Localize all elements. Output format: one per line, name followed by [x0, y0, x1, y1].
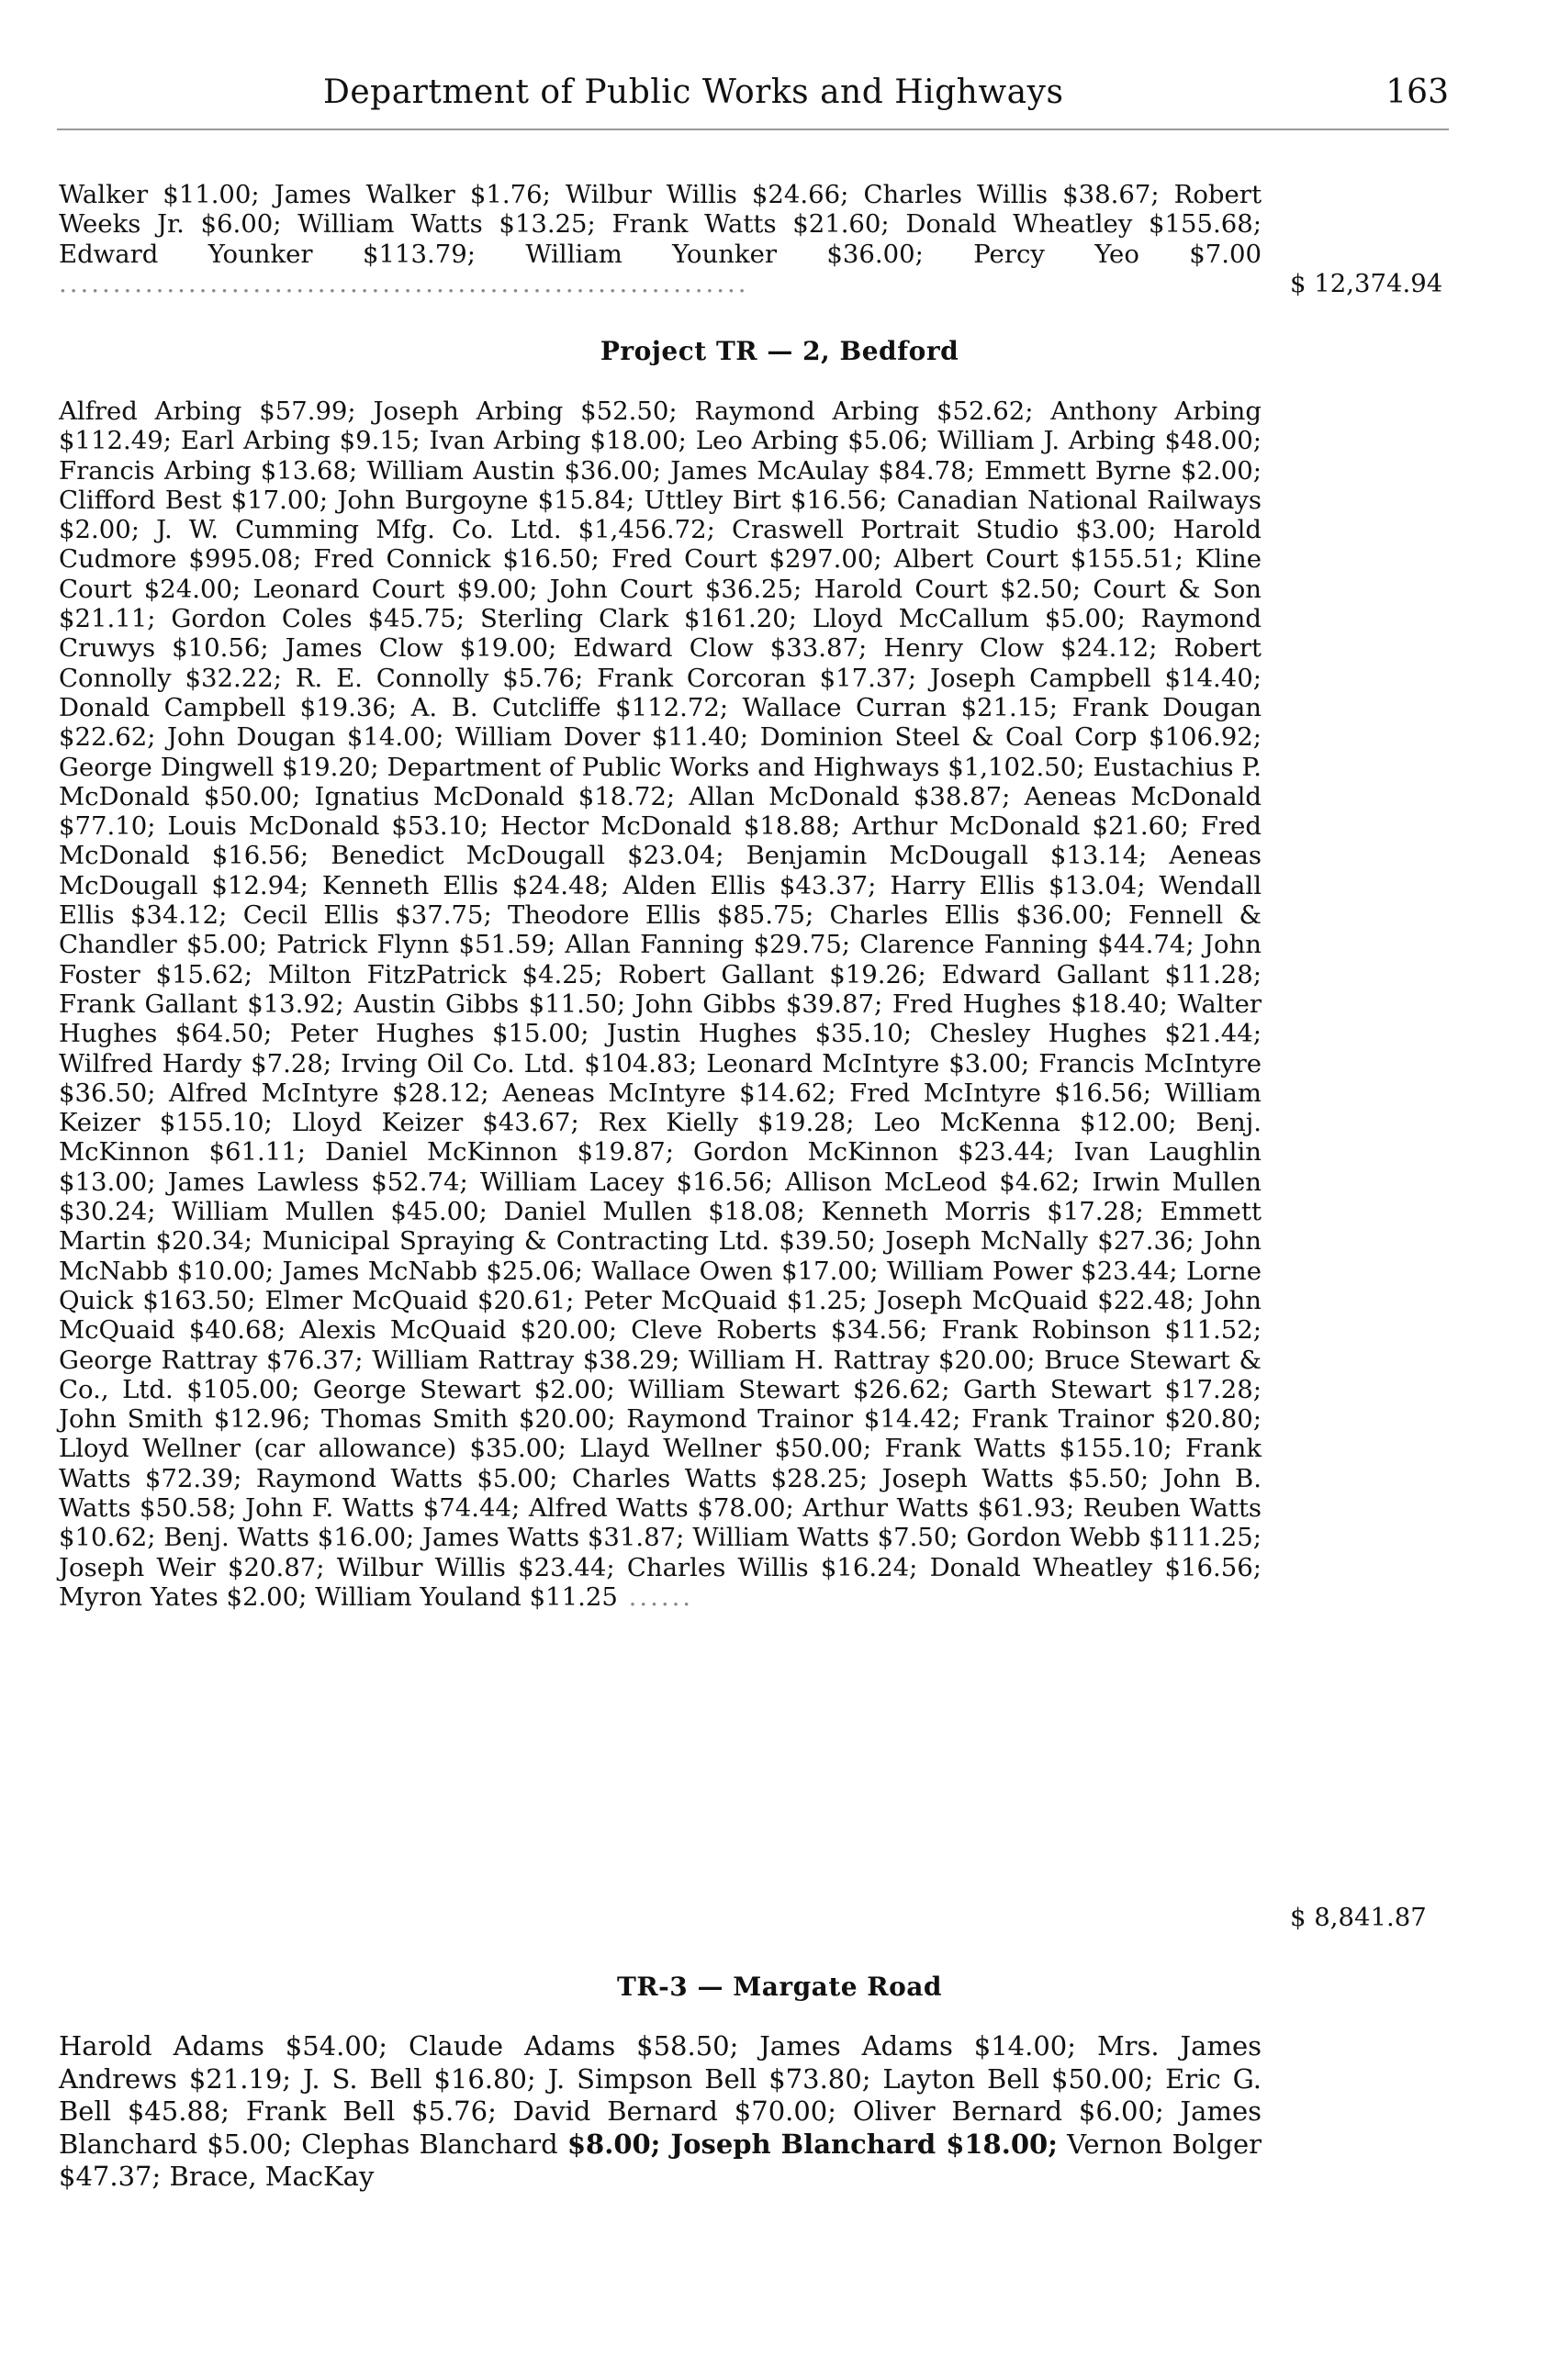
section-total-value: $ 8,841.87 — [1290, 1903, 1427, 1932]
section-total-value: $ 12,374.94 — [1290, 269, 1443, 298]
payment-list-text: Alfred Arbing $57.99; Joseph Arbing $52.50; Raymond Arbing $52.62; Anthony Arbing $112.49; Earl Arbing $9.15; Ivan Arbing $18.00; Leo Arbing $5.06; William J. Arbing $48.00; Francis Arbing $13.68; William Austin $36.00; James McAulay $84.78; Emmett Byrne $2.00; Clifford Best $17.00; John Burgoyne $15.84; Uttley Birt $16.56; Canadian National Railways $2.00; J. W. Cumming Mfg. Co. Ltd. $1,456.72; Craswell Portrait Studio $3.00; Harold Cudmore $995.08; Fred Connick $16.50; Fred Court $297.00; Albert Court $155.51; Kline Court $24.00; Leonard Court $9.00; John Court $36.25; Harold Court $2.50; Court & Son $21.11; Gordon Coles $45.75; Sterling Clark $161.20; Lloyd McCallum $5.00; Raymond Cruwys $10.56; James Clow $19.00; Edward Clow $33.87; Henry Clow $24.12; Robert Connolly $32.22; R. E. Connolly $5.76; Frank Corcoran $17.37; Joseph Campbell $14.40; Donald Campbell $19.36; A. B. Cutcliffe $112.72; Wallace Curran $21.15; Frank Dougan $22.62; John Dougan $14.00; William Dover $11.40; Dominion Steel & Coal Corp $106.92; George Dingwell $19.20; Department of Public Works and Highways $1,102.50; Eustachius P. McDonald $50.00; Ignatius McDonald $18.72; Allan McDonald $38.87; Aeneas McDonald $77.10; Louis McDonald $53.10; Hector McDonald $18.88; Arthur McDonald $21.60; Fred McDonald $16.56; Benedict McDougall $23.04; Benjamin McDougall $13.14; Aeneas McDougall $12.94; Kenneth Ellis $24.48; Alden Ellis $43.37; Harry Ellis $13.04; Wendall Ellis $34.12; Cecil Ellis $37.75; Theodore Ellis $85.75; Charles Ellis $36.00; Fennell & Chandler $5.00; Patrick Flynn $51.59; Allan Fanning $29.75; Clarence Fanning $44.74; John Foster $15.62; Milton FitzPatrick $4.25; Robert Gallant $19.26; Edward Gallant $11.28; Frank Gallant $13.92; Austin Gibbs $11.50; John Gibbs $39.87; Fred Hughes $18.40; Walter Hughes $64.50; Peter Hughes $15.00; Justin Hughes $35.10; Chesley Hughes $21.44; Wilfred Hardy $7.28; Irving Oil Co. Ltd. $104.83; Leonard McIntyre $3.00; Francis McIntyre $36.50; Alfred McIntyre $28.12; Aeneas McIntyre $14.62; Fred McIntyre $16.56; William Keizer $155.10; Lloyd Keizer $43.67; Rex Kielly $19.28; Leo McKenna $12.00; Benj. McKinnon $61.11; Daniel McKinnon $19.87; Gordon McKinnon $23.44; Ivan Laughlin $13.00; James Lawless $52.74; William Lacey $16.56; Allison McLeod $4.62; Irwin Mullen $30.24; William Mullen $45.00; Daniel Mullen $18.08; Kenneth Morris $17.28; Emmett Martin $20.34; Municipal Spraying & Contracting Ltd. $39.50; Joseph McNally $27.36; John McNabb $10.00; James McNabb $25.06; Wallace Owen $17.00; William Power $23.44; Lorne Quick $163.50; Elmer McQuaid $20.61; Peter McQuaid $1.25; Joseph McQuaid $22.48; John McQuaid $40.68; Alexis McQuaid $20.00; Cleve Roberts $34.56; Frank Robinson $11.52; George Rattray $76.37; William Rattray $38.29; William H. Rattray $20.00; Bruce Stewart & Co., Ltd. $105.00; George Stewart $2.00; William Stewart $26.62; Garth Stewart $17.28; John Smith $12.96; Thomas Smith $20.00; Raymond Trainor $14.42; Frank Trainor $20.80; Lloyd Wellner (car allowance) $35.00; Llayd Wellner $50.00; Frank Watts $155.10; Frank Watts $72.39; Raymond Watts $5.00; Charles Watts $28.25; Joseph Watts $5.50; John B. Watts $50.58; John F. Watts $74.44; Alfred Watts $78.00; Arthur Watts $61.93; Reuben Watts $10.62; Benj. Watts $16.00; James Watts $31.87; William Watts $7.50; Gordon Webb $111.25; Joseph Weir $20.87; Wilbur Willis $23.44; Charles Willis $16.24; Donald Wheatley $16.56; Myron Yates $2.00; William Youland $11.25 — [59, 397, 1262, 1612]
leader-dots: ...... — [617, 1581, 694, 1612]
payment-paragraph — [59, 2030, 1262, 2194]
payment-paragraph — [59, 397, 1262, 1612]
header-rule — [57, 128, 1449, 130]
section-heading: TR-3 — Margate Road — [617, 1972, 942, 2002]
payment-list-text: Walker $11.00; James Walker $1.76; Wilbur Willis $24.66; Charles Willis $38.67; Robert Weeks Jr. $6.00; William Watts $13.25; Frank Watts $21.60; Donald Wheatley $155.68; Edward Younker $113.79; William Younker $36.00; Percy Yeo $7.00 — [59, 180, 1262, 269]
payment-list-tail-text: Vernon Bolger $47.37; Brace, MacKay — [59, 2128, 1262, 2192]
page-header — [57, 73, 1449, 125]
section-total — [1290, 269, 1497, 298]
page-title: Department of Public Works and Highways — [323, 73, 1064, 111]
payment-paragraph — [59, 180, 1262, 298]
payment-list-bold-text: $8.00; Joseph Blanchard $18.00; — [566, 2128, 1058, 2160]
payment-list-text: Harold Adams $54.00; Claude Adams $58.50; James Adams $14.00; Mrs. James Andrews $21.19; J. S. Bell $16.80; J. Simpson Bell $73.80; Layton Bell $50.00; Eric G. Bell $45.88; Frank Bell $5.76; David Bernard $70.00; Oliver Bernard $6.00; James Blanchard $5.00; Clephas Blanchard — [59, 2030, 1262, 2160]
leader-dots: ................................................................ — [59, 268, 749, 298]
section-heading: Project TR — 2, Bedford — [600, 336, 959, 366]
section-total — [1290, 1903, 1497, 1932]
page-number: 163 — [1385, 73, 1449, 111]
